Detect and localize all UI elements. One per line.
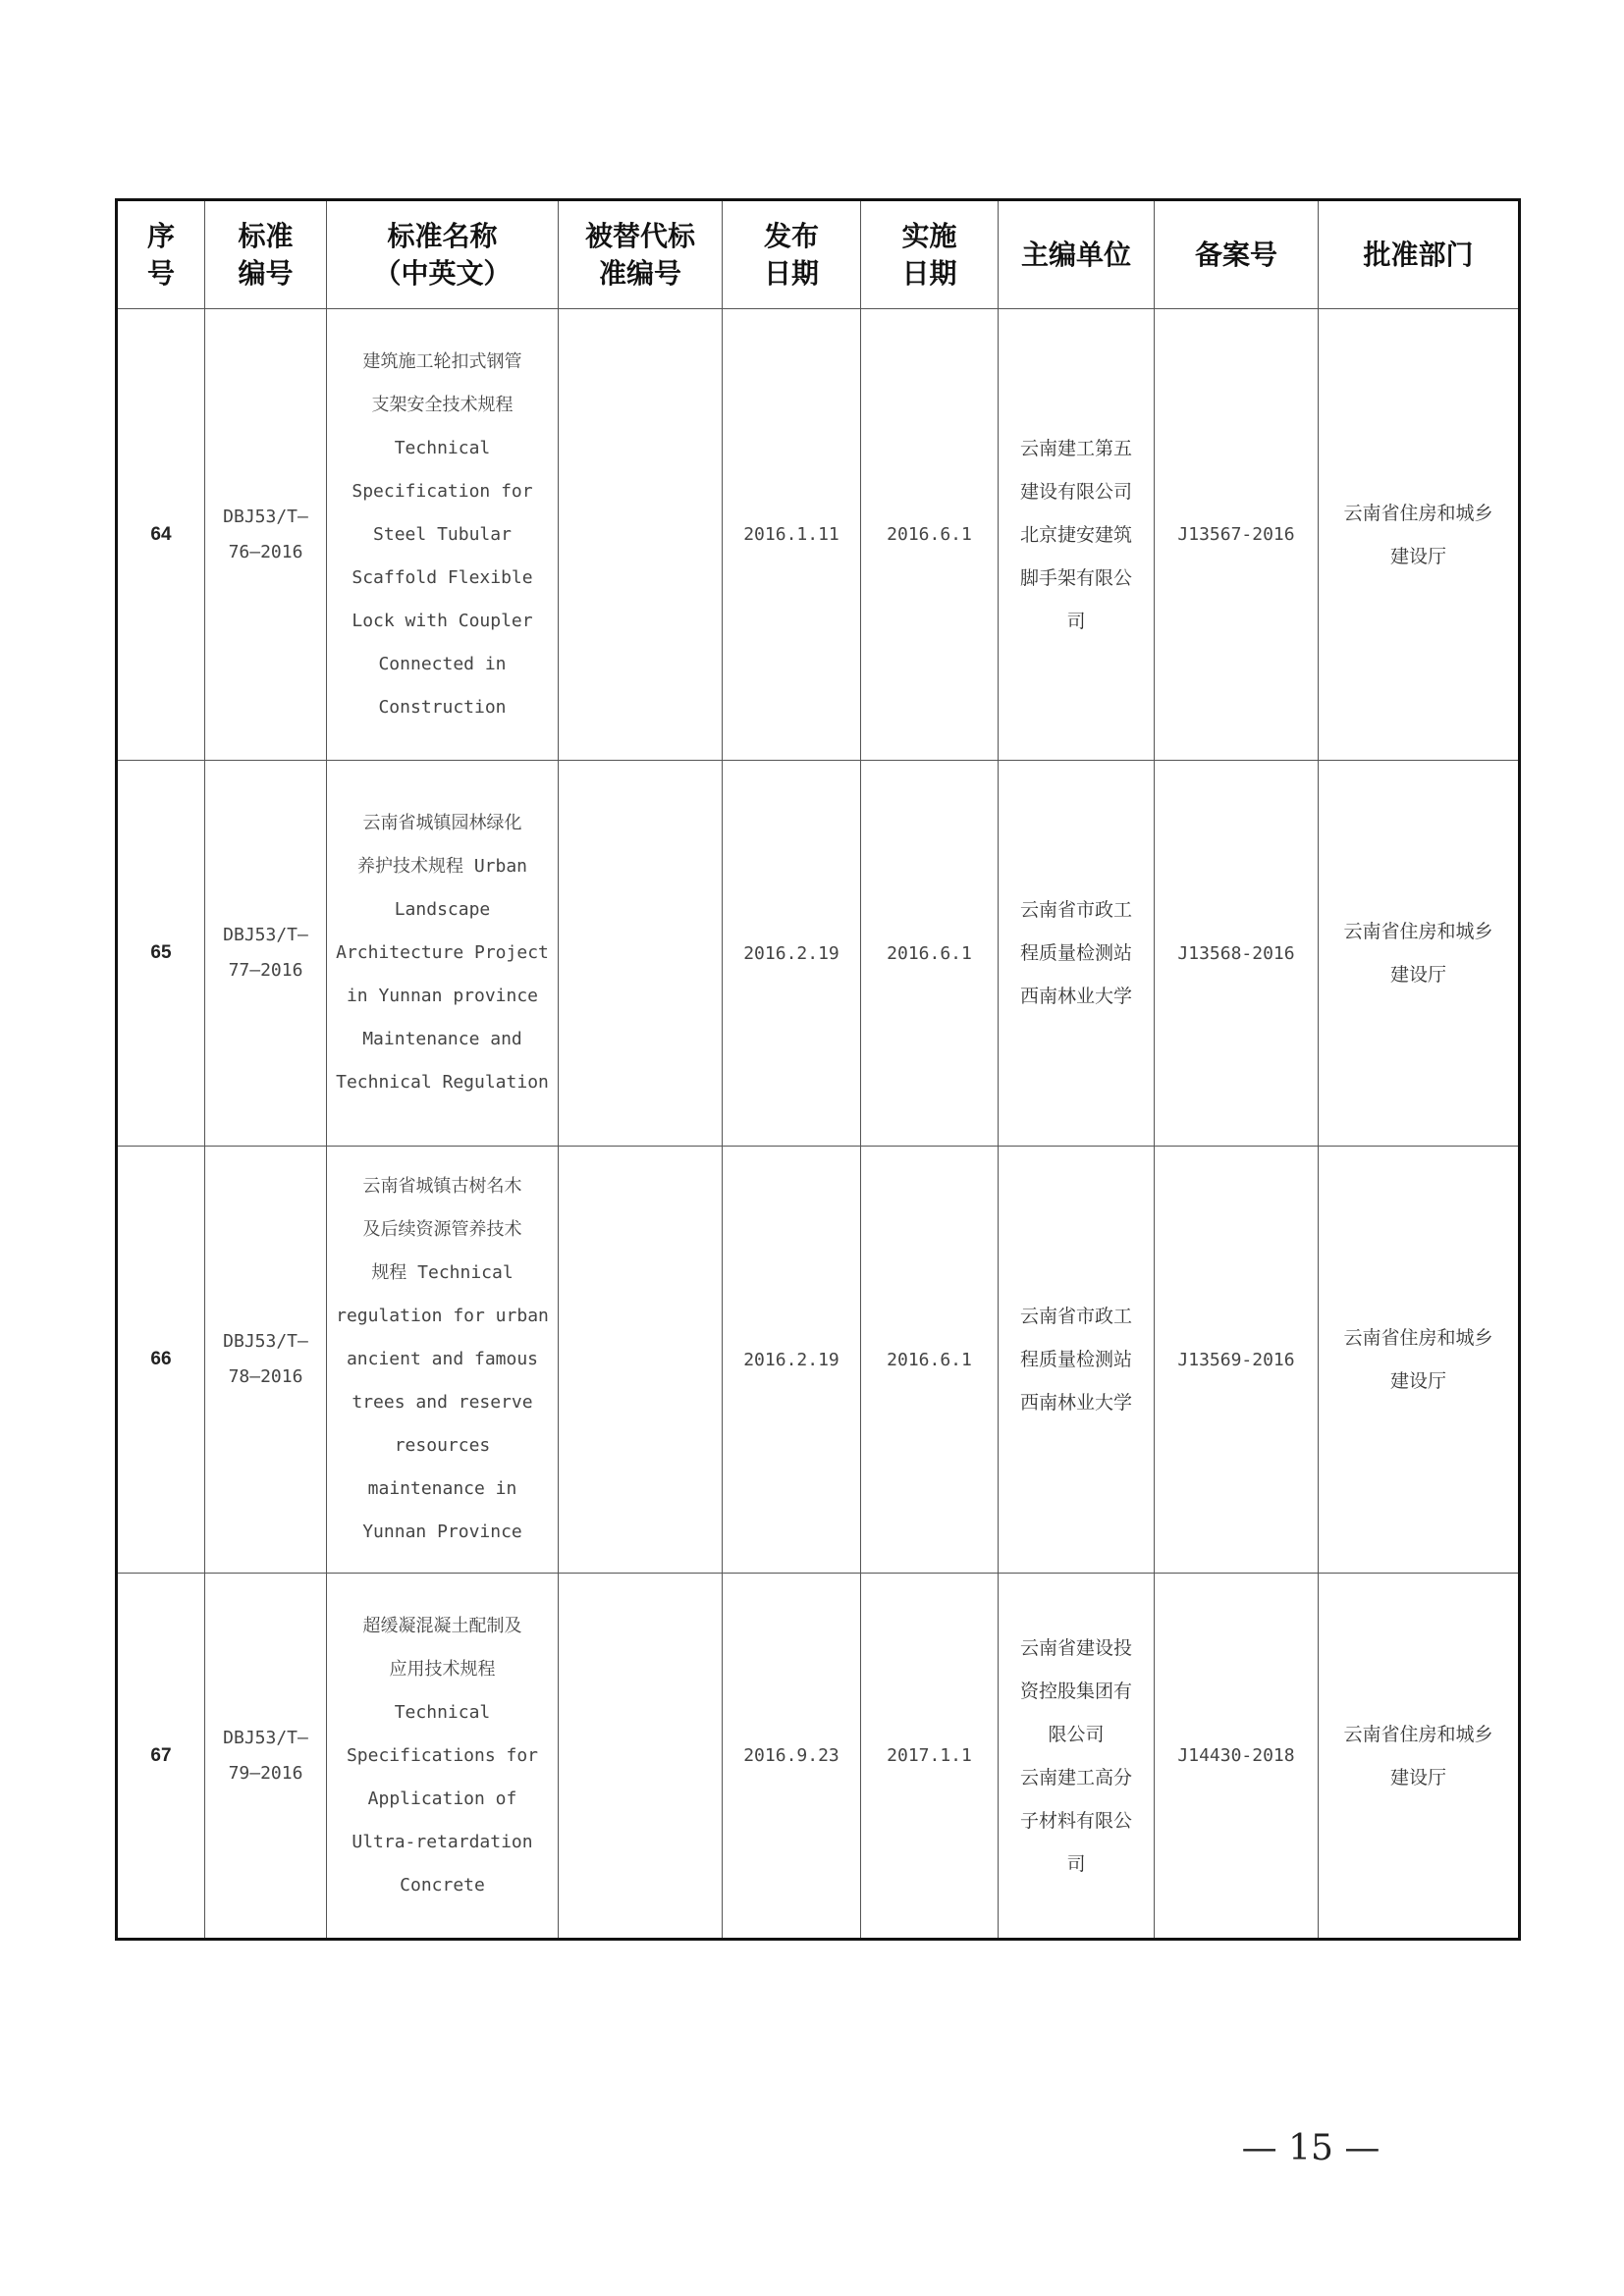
cell-name-line: Specification for [352, 480, 533, 502]
header-label: 日期 [763, 256, 819, 290]
cell-code [205, 309, 327, 761]
cell-editor-line: 子材料有限公 [1019, 1809, 1132, 1832]
cell-seq: 67 [117, 1574, 205, 1940]
cell-name-line: Technical [394, 437, 491, 458]
table-row [117, 1147, 1520, 1574]
cell-record-no: J13569-2016 [1155, 1147, 1319, 1574]
cell-editor-line: 云南建工高分 [1019, 1766, 1132, 1789]
cell-implement-date: 2016.6.1 [861, 761, 999, 1147]
cell-code-line: DBJ53/T— [223, 925, 308, 945]
cell-name-line: 及后续资源管养技术 [362, 1219, 522, 1240]
cell-publish-date: 2016.2.19 [723, 1147, 861, 1574]
cell-dept [1319, 309, 1520, 761]
cell-dept-line: 云南省住房和城乡 [1343, 502, 1493, 524]
header-label: 备案号 [1194, 238, 1277, 271]
page-number: — 15 — [1241, 2128, 1380, 2168]
cell-name-line: Ultra-retardation [352, 1831, 533, 1852]
cell-editor [999, 1147, 1155, 1574]
header-label: 编号 [238, 256, 294, 290]
cell-replaced [559, 761, 723, 1147]
header-label: 批准部门 [1363, 238, 1474, 271]
header-label: 序 [146, 219, 175, 252]
cell-dept-line: 云南省住房和城乡 [1343, 921, 1493, 942]
cell-name-line: Concrete [400, 1874, 485, 1896]
cell-name-line: Landscape [394, 899, 491, 920]
header-publish-date [723, 200, 861, 309]
cell-editor-line: 限公司 [1048, 1723, 1105, 1745]
cell-dept-line: 云南省住房和城乡 [1343, 1327, 1493, 1349]
cell-publish-date: 2016.2.19 [723, 761, 861, 1147]
cell-editor-line: 西南林业大学 [1019, 986, 1132, 1007]
cell-name-line: 建筑施工轮扣式钢管 [362, 350, 522, 372]
cell-name-line: resources [394, 1435, 491, 1456]
cell-replaced [559, 1574, 723, 1940]
cell-name-line: Technical [394, 1701, 491, 1723]
cell-name-line: Construction [378, 696, 507, 718]
cell-name-line: Application of [367, 1788, 517, 1809]
cell-editor-line: 司 [1066, 610, 1086, 632]
cell-name [327, 1147, 559, 1574]
cell-name-line: maintenance in [367, 1478, 517, 1499]
cell-name-line: 云南省城镇古树名木 [362, 1176, 522, 1197]
cell-name [327, 309, 559, 761]
cell-name-line: Architecture Project [336, 942, 549, 963]
cell-implement-date: 2017.1.1 [861, 1574, 999, 1940]
header-label: 被替代标 [584, 219, 695, 252]
cell-name-line: Maintenance and [362, 1029, 522, 1049]
header-name [327, 200, 559, 309]
cell-code-line: DBJ53/T— [223, 506, 308, 527]
table-row [117, 761, 1520, 1147]
cell-name-line: Lock with Coupler [352, 610, 533, 631]
cell-editor-line: 云南建工第五 [1019, 437, 1132, 459]
cell-replaced [559, 1147, 723, 1574]
header-implement-date [861, 200, 999, 309]
table-row [117, 309, 1520, 761]
cell-dept-line: 建设厅 [1389, 1370, 1446, 1392]
cell-name-line: in Yunnan province [346, 986, 539, 1006]
cell-publish-date: 2016.9.23 [723, 1574, 861, 1940]
cell-name [327, 1574, 559, 1940]
header-editor [999, 200, 1155, 309]
cell-editor [999, 761, 1155, 1147]
header-label: 日期 [901, 256, 957, 290]
header-label: （中英文） [373, 256, 512, 290]
cell-record-no: J14430-2018 [1155, 1574, 1319, 1940]
cell-name-line: Yunnan Province [362, 1522, 522, 1542]
cell-name-line: trees and reserve [352, 1392, 533, 1413]
cell-implement-date: 2016.6.1 [861, 1147, 999, 1574]
cell-code [205, 1147, 327, 1574]
cell-editor-line: 脚手架有限公 [1019, 566, 1132, 589]
cell-name-line: Connected in [378, 653, 507, 674]
header-label: 标准 [238, 219, 294, 252]
cell-editor [999, 1574, 1155, 1940]
table-header-row [117, 200, 1520, 309]
header-label: 发布 [763, 219, 819, 252]
cell-editor-line: 司 [1066, 1852, 1086, 1875]
cell-code [205, 761, 327, 1147]
cell-code-line: 78—2016 [228, 1366, 303, 1387]
cell-editor-line: 云南省市政工 [1019, 899, 1132, 921]
cell-editor [999, 309, 1155, 761]
cell-record-no: J13567-2016 [1155, 309, 1319, 761]
cell-dept [1319, 1574, 1520, 1940]
header-record-no [1155, 200, 1319, 309]
cell-code-line: 77—2016 [228, 960, 303, 981]
cell-editor-line: 西南林业大学 [1019, 1392, 1132, 1414]
cell-editor-line: 建设有限公司 [1019, 480, 1132, 503]
cell-name-line: regulation for urban [336, 1306, 549, 1326]
cell-dept-line: 建设厅 [1389, 964, 1446, 986]
cell-editor-line: 云南省市政工 [1019, 1306, 1132, 1327]
cell-name-line: 支架安全技术规程 [371, 394, 514, 415]
cell-seq: 66 [117, 1147, 205, 1574]
cell-name-line: Scaffold Flexible [352, 566, 533, 588]
header-code [205, 200, 327, 309]
header-label: 主编单位 [1020, 238, 1131, 271]
header-label: 号 [146, 256, 175, 290]
cell-name-line: ancient and famous [346, 1349, 539, 1369]
cell-implement-date: 2016.6.1 [861, 309, 999, 761]
standards-table [115, 198, 1521, 1941]
cell-seq: 64 [117, 309, 205, 761]
cell-dept-line: 建设厅 [1389, 545, 1446, 567]
cell-code-line: 76—2016 [228, 541, 303, 562]
cell-code [205, 1574, 327, 1940]
header-label: 准编号 [598, 256, 681, 290]
header-seq [117, 200, 205, 309]
cell-code-line: DBJ53/T— [223, 1727, 308, 1748]
cell-editor-line: 云南省建设投 [1019, 1636, 1132, 1659]
cell-publish-date: 2016.1.11 [723, 309, 861, 761]
cell-editor-line: 资控股集团有 [1019, 1680, 1132, 1702]
cell-code-line: 79—2016 [228, 1762, 303, 1784]
cell-code-line: DBJ53/T— [223, 1331, 308, 1352]
cell-name-line: 应用技术规程 [389, 1658, 496, 1680]
cell-name-line: 云南省城镇园林绿化 [362, 813, 522, 833]
cell-name-line: Specifications for [346, 1744, 539, 1766]
cell-editor-line: 北京捷安建筑 [1019, 523, 1132, 546]
cell-record-no: J13568-2016 [1155, 761, 1319, 1147]
cell-dept [1319, 1147, 1520, 1574]
cell-name [327, 761, 559, 1147]
table-body [117, 309, 1520, 1940]
header-dept [1319, 200, 1520, 309]
header-label: 标准名称 [387, 219, 498, 252]
header-label: 实施 [901, 219, 957, 252]
cell-seq: 65 [117, 761, 205, 1147]
cell-name-line: Steel Tubular [373, 523, 512, 545]
cell-dept-line: 云南省住房和城乡 [1343, 1723, 1493, 1745]
cell-name-line: 超缓凝混凝土配制及 [362, 1615, 522, 1636]
table-row [117, 1574, 1520, 1940]
cell-editor-line: 程质量检测站 [1019, 942, 1132, 964]
cell-dept [1319, 761, 1520, 1147]
cell-editor-line: 程质量检测站 [1019, 1349, 1132, 1370]
cell-dept-line: 建设厅 [1389, 1766, 1446, 1789]
cell-replaced [559, 309, 723, 761]
cell-name-line: 规程 Technical [371, 1262, 514, 1283]
header-replaced [559, 200, 723, 309]
cell-name-line: Technical Regulation [336, 1072, 549, 1093]
cell-name-line: 养护技术规程 Urban [356, 856, 528, 877]
